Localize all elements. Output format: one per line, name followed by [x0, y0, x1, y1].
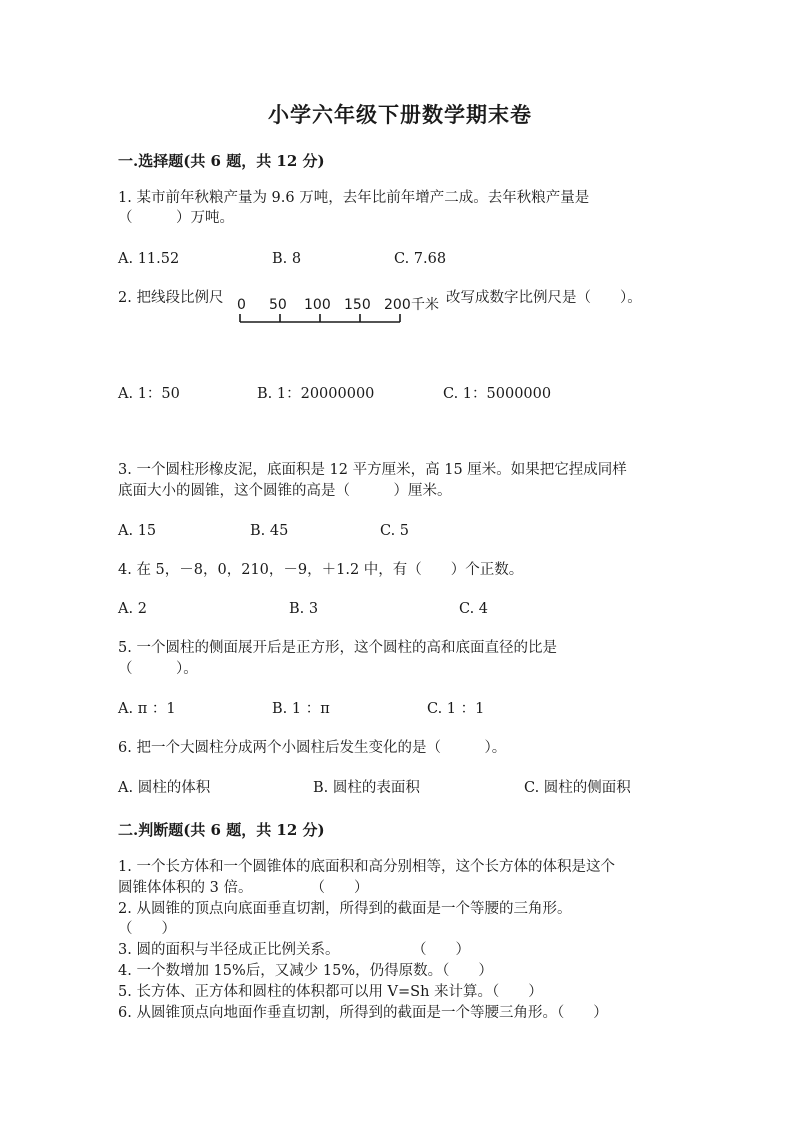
scale-tick-label: 100 — [304, 297, 331, 313]
question-1-line-2: （ ）万吨。 — [118, 210, 234, 226]
question-2-text-before: 2. 把线段比例尺 — [118, 290, 224, 306]
judgement-line: 6. 从圆锥顶点向地面作垂直切割，所得到的截面是一个等腰三角形。（ ） — [118, 1005, 608, 1021]
section-heading-choice: 一.选择题(共 6 题，共 12 分) — [118, 152, 325, 170]
page-title: 小学六年级下册数学期末卷 — [268, 102, 532, 127]
question-5-line-1: 5. 一个圆柱的侧面展开后是正方形，这个圆柱的高和底面直径的比是 — [118, 640, 557, 656]
scale-tick-label: 50 — [269, 297, 287, 313]
question-5-line-2: （ ）。 — [118, 661, 198, 677]
question-3-line-1: 3. 一个圆柱形橡皮泥，底面积是 12 平方厘米，高 15 厘米。如果把它捏成同样 — [118, 462, 627, 478]
question-1-option-c: C. 7.68 — [394, 251, 447, 267]
question-3-line-2: 底面大小的圆锥，这个圆锥的高是（ ）厘米。 — [118, 483, 452, 499]
question-5-option-b: B. 1 ：π — [272, 701, 330, 717]
section-heading-judgement: 二.判断题(共 6 题，共 12 分) — [118, 821, 325, 839]
question-3-option-a: A. 15 — [118, 523, 157, 539]
judgement-line: 圆锥体体积的 3 倍。 （ ） — [118, 880, 369, 896]
question-1-option-b: B. 8 — [272, 251, 302, 267]
scale-tick-label: 200 — [384, 297, 411, 313]
scale-unit-label: 千米 — [411, 297, 439, 313]
judgement-line: 3. 圆的面积与半径成正比例关系。 （ ） — [118, 942, 470, 958]
scale-tick-label: 0 — [237, 297, 246, 313]
question-3-option-b: B. 45 — [250, 523, 289, 539]
question-5-option-a: A. π ：1 — [118, 701, 176, 717]
question-5-option-c: C. 1 ：1 — [427, 701, 485, 717]
scale-tick-label: 150 — [344, 297, 371, 313]
line-scale-figure — [233, 294, 448, 328]
question-4-line-1: 4. 在 5，－8，0，210，－9，＋1.2 中，有（ ）个正数。 — [118, 562, 524, 578]
judgement-line: （ ） — [118, 921, 176, 937]
question-6-option-c: C. 圆柱的侧面积 — [524, 780, 631, 796]
question-4-option-b: B. 3 — [289, 601, 319, 617]
question-6-option-b: B. 圆柱的表面积 — [313, 780, 420, 796]
question-4-option-c: C. 4 — [459, 601, 489, 617]
question-4-option-a: A. 2 — [118, 601, 147, 617]
question-2-option-a: A. 1：50 — [118, 386, 180, 402]
question-1-line-1: 1. 某市前年秋粮产量为 9.6 万吨，去年比前年增产二成。去年秋粮产量是 — [118, 190, 590, 206]
question-3-option-c: C. 5 — [380, 523, 410, 539]
judgement-line: 2. 从圆锥的顶点向底面垂直切割，所得到的截面是一个等腰的三角形。 — [118, 901, 572, 917]
judgement-line: 1. 一个长方体和一个圆锥体的底面积和高分别相等，这个长方体的体积是这个 — [118, 859, 615, 875]
question-6-line-1: 6. 把一个大圆柱分成两个小圆柱后发生变化的是（ ）。 — [118, 740, 507, 756]
judgement-line: 5. 长方体、正方体和圆柱的体积都可以用 V=Sh 来计算。（ ） — [118, 984, 543, 1000]
question-6-option-a: A. 圆柱的体积 — [118, 780, 211, 796]
scale-bar — [240, 314, 400, 322]
judgement-line: 4. 一个数增加 15%后，又减少 15%，仍得原数。（ ） — [118, 963, 493, 979]
question-2-option-c: C. 1：5000000 — [443, 386, 552, 402]
question-1-option-a: A. 11.52 — [118, 251, 180, 267]
question-2-option-b: B. 1：20000000 — [257, 386, 375, 402]
question-2-text-after: 改写成数字比例尺是（ ）。 — [446, 290, 642, 306]
